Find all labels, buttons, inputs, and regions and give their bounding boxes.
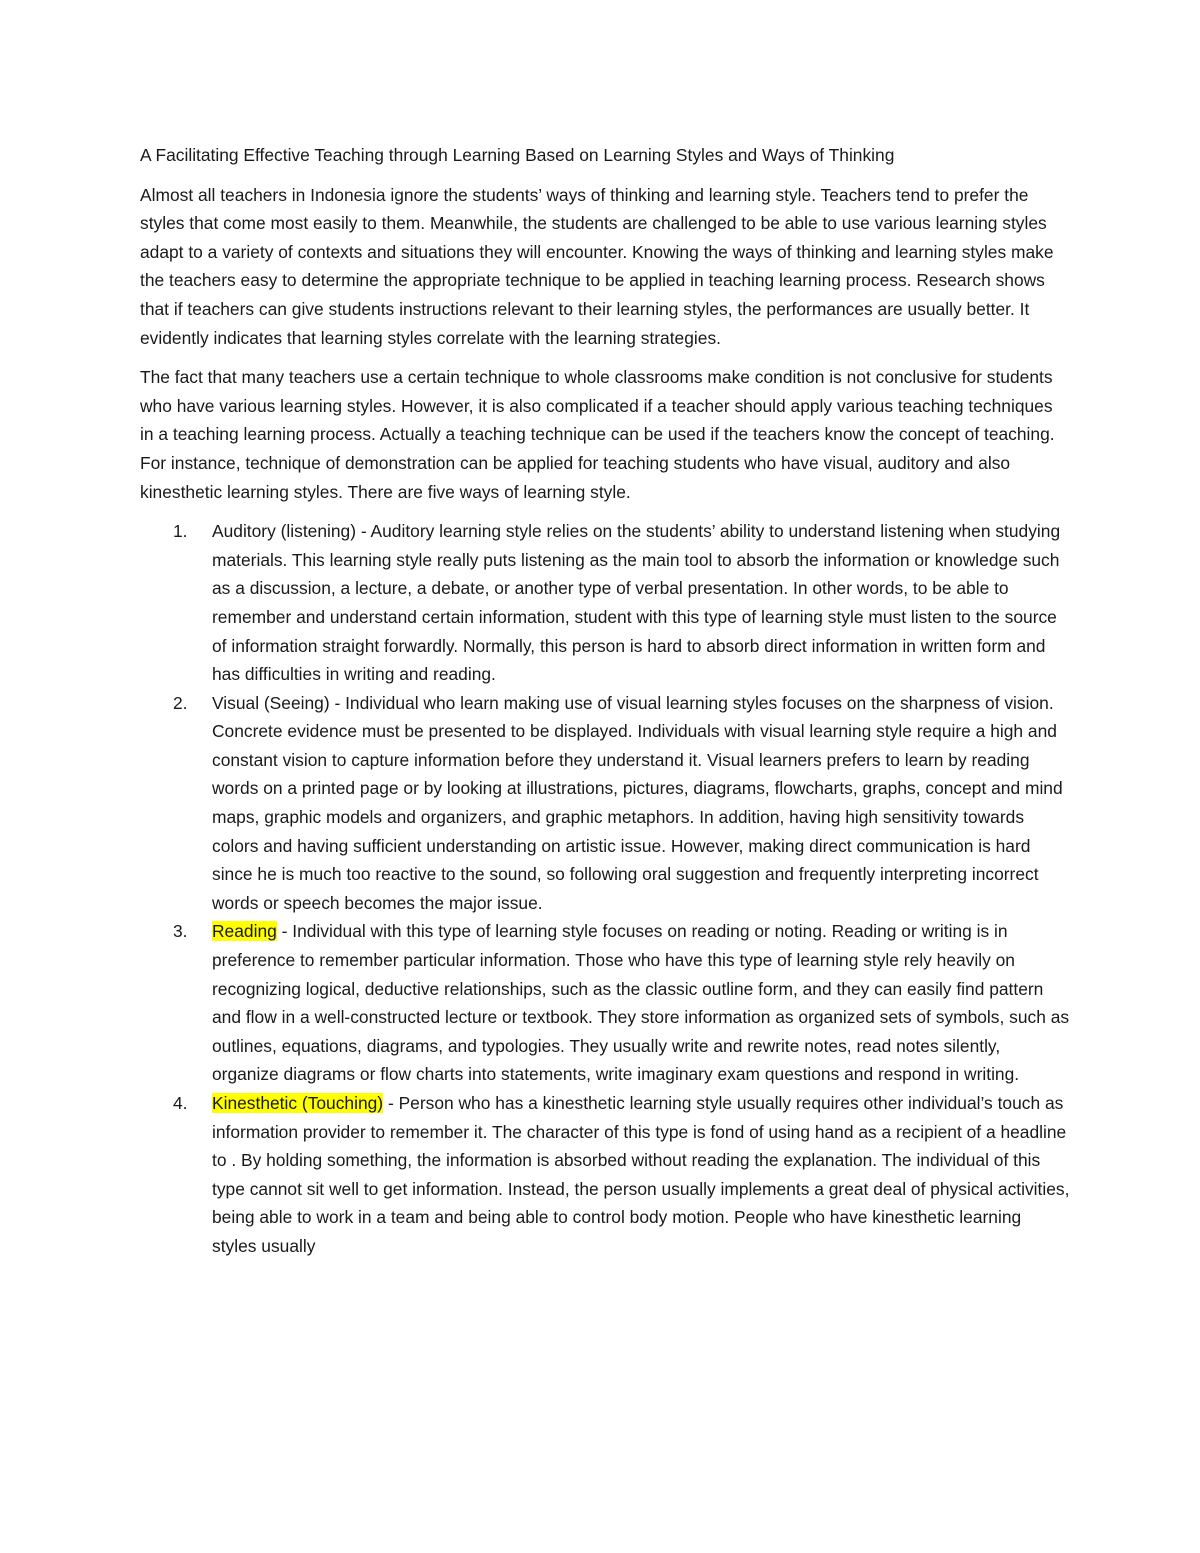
list-item-visual <box>140 689 1070 918</box>
list-number: 2. <box>173 692 188 713</box>
highlighted-term: Reading <box>212 921 277 942</box>
paragraph-intro: Almost all teachers in Indonesia ignore the students’ ways of thinking and learning style. Teachers tend to prefer the styles that come most easily to them. Meanwhile, the students are challenged to be able to use various learning styles adapt to a variety of contexts and situations they will encounter. Knowing the ways of thinking and learning styles make the teachers easy to determine the appropriate technique to be applied in teaching learning process. Research shows that if teachers can give students instructions relevant to their learning styles, the performances are usually better. It evidently indicates that learning styles correlate with the learning strategies. <box>140 184 1054 348</box>
list-number: 4. <box>173 1093 188 1113</box>
highlighted-term: Kinesthetic (Touching) <box>212 1093 384 1113</box>
learning-styles-list <box>140 517 1070 1260</box>
list-item-kinesthetic <box>140 1089 1070 1261</box>
paragraph-techniques: The fact that many teachers use a certain technique to whole classrooms make condition is not conclusive for students who have various learning styles. However, it is also complicated if a teacher should apply various teaching techniques in a teaching learning process. Actually a teaching technique can be used if the teachers know the concept of teaching. For instance, technique of demonstration can be applied for teaching students who have visual, auditory and also kinesthetic learning styles. There are five ways of learning style. <box>140 367 1055 502</box>
document-title: A Facilitating Effective Teaching through Learning Based on Learning Styles and Ways of Thinking <box>140 145 895 165</box>
list-term: Auditory (listening) <box>212 521 357 542</box>
list-text: - Auditory learning style relies on the students’ ability to understand listening when studying materials. This learning style really puts listening as the main tool to absorb the information or knowledge such as a discussion, a lecture, a debate, or another type of verbal presentation. In other words, to be able to remember and understand certain information, student with this type of learning style must listen to the source of information straight forwardly. Normally, this person is hard to absorb direct information in written form and has difficulties in writing and reading. <box>212 521 1061 685</box>
list-item-reading <box>140 917 1070 1089</box>
list-number: 3. <box>173 921 188 942</box>
list-text: - Individual with this type of learning style focuses on reading or noting. Reading or writing is in preference to remember particular information. Those who have this type of learning style rely heavily on recognizing logical, deductive relationships, such as the classic outline form, and they can easily find pattern and flow in a well-constructed lecture or textbook. They store information as organized sets of symbols, such as outlines, equations, diagrams, and typologies. They usually write and rewrite notes, read notes silently, organize diagrams or flow charts into statements, write imaginary exam questions and respond in writing. <box>212 921 1070 1085</box>
document-body <box>140 141 1070 1261</box>
list-number: 1. <box>173 521 188 542</box>
list-item-auditory <box>140 517 1070 689</box>
list-text: - Individual who learn making use of visual learning styles focuses on the sharpness of vision. Concrete evidence must be presented to be displayed. Individuals with visual learning style require a high and constant vision to capture information before they understand it. Visual learners prefers to learn by reading words on a printed page or by looking at illustrations, pictures, diagrams, flowcharts, graphs, concept and mind maps, graphic models and organizers, and graphic metaphors. In addition, having high sensitivity towards colors and having sufficient understanding on artistic issue. However, making direct communication is hard since he is much too reactive to the sound, so following oral suggestion and frequently interpreting incorrect words or speech becomes the major issue. <box>212 692 1063 913</box>
list-term: Visual (Seeing) <box>212 692 330 713</box>
list-text: - Person who has a kinesthetic learning style usually requires other individual’s touch as information provider to remember it. The character of this type is fond of using hand as a recipient of a headline to . By holding something, the information is absorbed without reading the explanation. The individual of this type cannot sit well to get information. Instead, the person usually implements a great deal of physical activities, being able to work in a team and being able to control body motion. People who have kinesthetic learning styles usually <box>212 1093 1070 1256</box>
